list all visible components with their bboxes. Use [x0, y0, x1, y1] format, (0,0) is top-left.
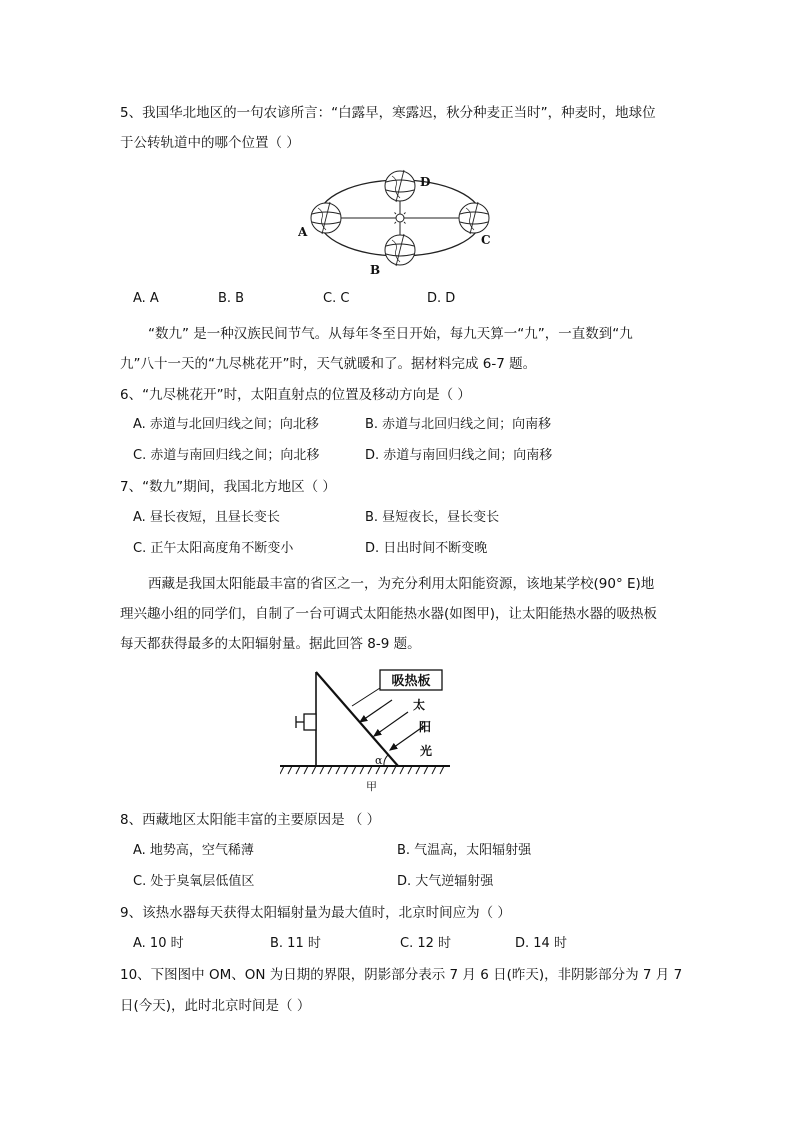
- q5-option-c[interactable]: C. C: [323, 291, 350, 306]
- q10-stem-line1: 10、下图图中 OM、ON 为日期的界限，阴影部分表示 7 月 6 日(昨天)，非阴影部分为 7 月 7: [120, 967, 683, 983]
- angle-alpha-label: α: [375, 754, 383, 767]
- q6-option-b[interactable]: B. 赤道与北回归线之间；向南移: [365, 417, 552, 432]
- q5-stem-line1: 5、我国华北地区的一句农谚所言：“白露早，寒露迟，秋分种麦正当时”，种麦时，地球位: [120, 105, 656, 121]
- q6-stem: 6、“九尽桃花开”时，太阳直射点的位置及移动方向是（ ）: [120, 387, 471, 403]
- sunlight-label-tai: 太: [413, 698, 426, 712]
- q9-stem: 9、该热水器每天获得太阳辐射量为最大值时，北京时间应为（ ）: [120, 905, 511, 921]
- q5-option-d[interactable]: D. D: [427, 291, 456, 306]
- tibet-passage-line1: 西藏是我国太阳能最丰富的省区之一，为充分利用太阳能资源，该地某学校(90° E)地: [148, 576, 655, 592]
- q9-option-d[interactable]: D. 14 时: [515, 936, 567, 951]
- sunlight-label-guang: 光: [420, 744, 433, 758]
- earth-globe-b: [385, 234, 415, 266]
- orbit-label-d: D: [420, 175, 431, 189]
- q8-option-d[interactable]: D. 大气逆辐射强: [397, 874, 494, 889]
- q6-option-d[interactable]: D. 赤道与南回归线之间；向南移: [365, 448, 553, 463]
- earth-globe-d: [385, 170, 415, 202]
- figure-caption-jia: 甲: [366, 780, 377, 793]
- sunlight-label-yang: 阳: [419, 720, 432, 734]
- q7-option-a[interactable]: A. 昼长夜短，且昼长变长: [133, 510, 280, 525]
- q5-option-b[interactable]: B. B: [218, 291, 245, 306]
- orbit-label-b: B: [370, 263, 381, 276]
- solar-heater-diagram: [280, 666, 460, 794]
- q10-stem-line2: 日(今天)，此时北京时间是（ ）: [120, 998, 311, 1014]
- q7-option-b[interactable]: B. 昼短夜长，昼长变长: [365, 510, 500, 525]
- tibet-passage-line3: 每天都获得最多的太阳辐射量。据此回答 8-9 题。: [120, 636, 421, 652]
- q6-option-a[interactable]: A. 赤道与北回归线之间；向北移: [133, 417, 319, 432]
- orbit-label-a: A: [298, 225, 308, 239]
- q7-option-c[interactable]: C. 正午太阳高度角不断变小: [133, 541, 294, 556]
- orbit-label-c: C: [481, 233, 491, 247]
- q7-stem: 7、“数九”期间，我国北方地区（ ）: [120, 479, 336, 495]
- heater-panel-label: 吸热板: [391, 674, 431, 689]
- q8-option-b[interactable]: B. 气温高，太阳辐射强: [397, 843, 532, 858]
- q5-option-a[interactable]: A. A: [133, 291, 159, 306]
- earth-globe-c: [459, 202, 489, 234]
- q9-option-b[interactable]: B. 11 时: [270, 936, 321, 951]
- q8-option-a[interactable]: A. 地势高，空气稀薄: [133, 843, 254, 858]
- shujiu-passage-line2: 九”八十一天的“九尽桃花开”时，天气就暖和了。据材料完成 6-7 题。: [120, 356, 537, 372]
- q9-option-c[interactable]: C. 12 时: [400, 936, 452, 951]
- q6-option-c[interactable]: C. 赤道与南回归线之间；向北移: [133, 448, 320, 463]
- tibet-passage-line2: 理兴趣小组的同学们，自制了一台可调式太阳能热水器(如图甲)，让太阳能热水器的吸热板: [120, 606, 658, 622]
- shujiu-passage-line1: “数九” 是一种汉族民间节气。从每年冬至日开始，每九天算一“九”，一直数到“九: [148, 326, 633, 342]
- earth-globe-a: [311, 202, 341, 234]
- earth-orbit-diagram: [298, 164, 508, 276]
- q8-stem: 8、西藏地区太阳能丰富的主要原因是 （ ）: [120, 812, 381, 828]
- q7-option-d[interactable]: D. 日出时间不断变晚: [365, 541, 488, 556]
- q5-stem-line2: 于公转轨道中的哪个位置（ ）: [120, 135, 300, 151]
- q9-option-a[interactable]: A. 10 时: [133, 936, 184, 951]
- q8-option-c[interactable]: C. 处于臭氧层低值区: [133, 874, 255, 889]
